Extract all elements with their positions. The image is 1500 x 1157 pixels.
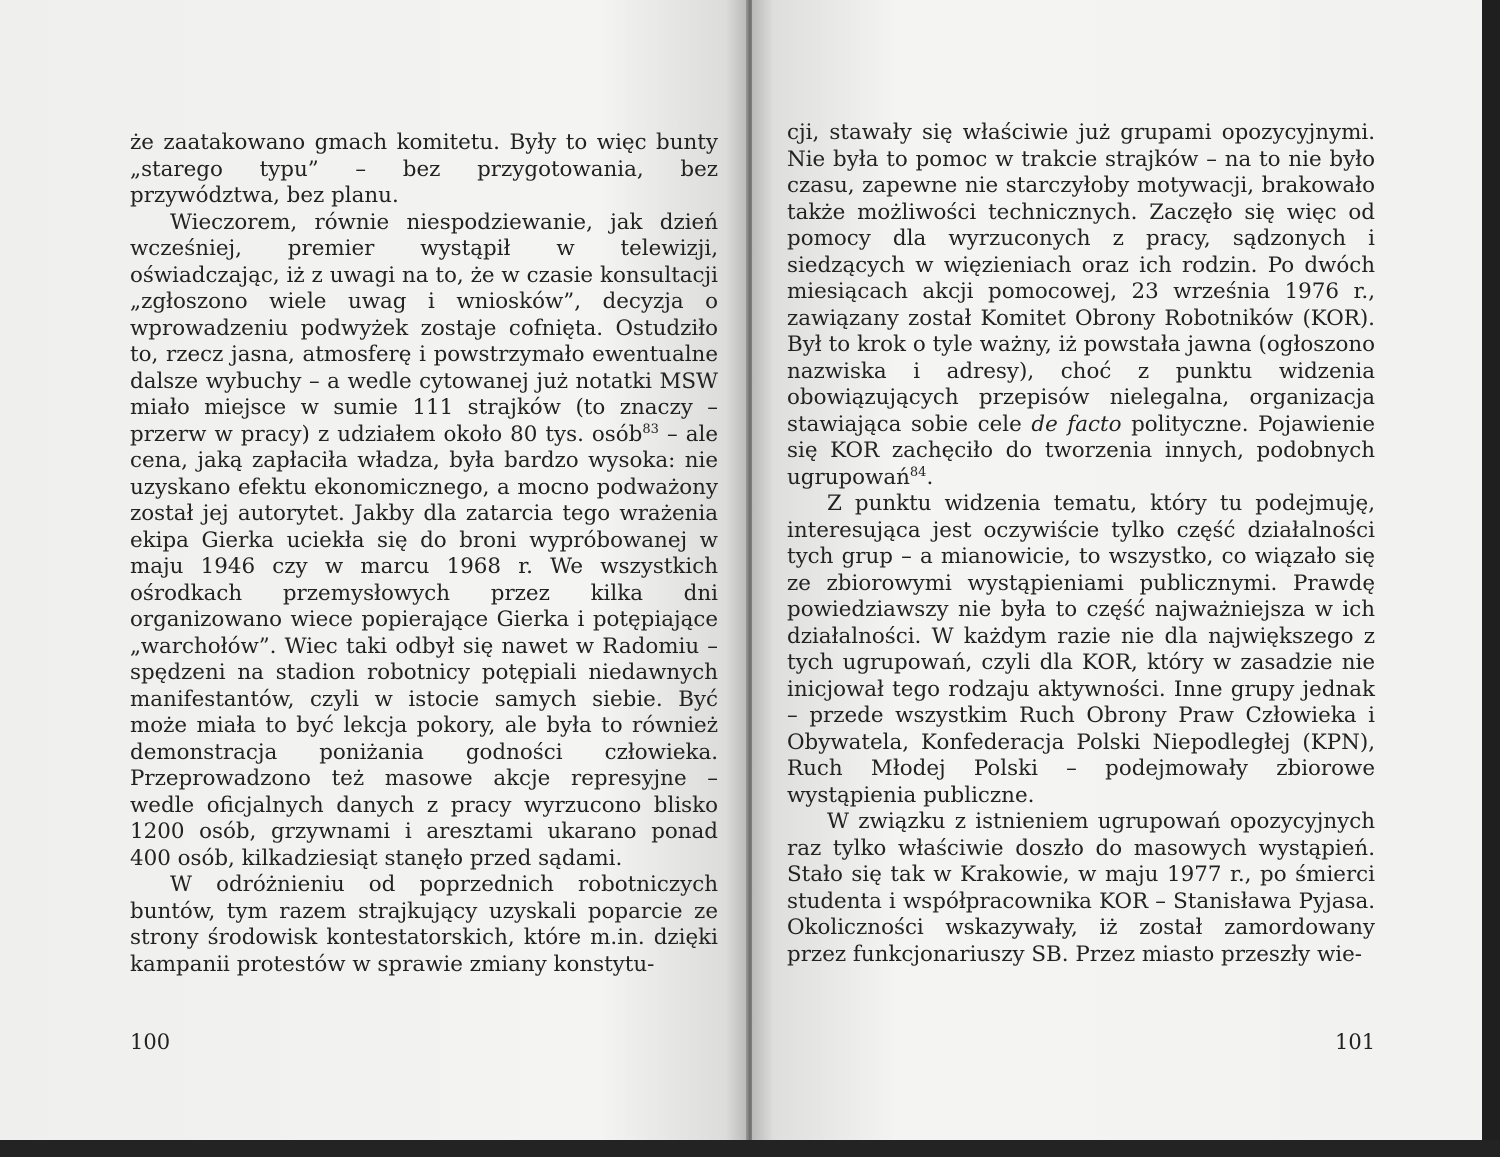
left-paragraph-2-text: Wieczorem, równie niespodziewanie, jak dzień wcześniej, premier wystąpił w telewizji, oświadczając, iż z uwagi na to, że w czasie konsultacji „zgłoszono wiele uwag i wniosków”, decyzja o wprowadzeniu podwyżek zostaje cofnięta. Ostudziło to, rzecz jasna, atmosferę i powstrzymało ewentualne dalsze wybuchy – a wedle cytowanej już notatki MSW miało miejsce w sumie 111 strajków (to znaczy – przerw w pracy) z udziałem około 80 tys. osób [130, 209, 718, 447]
italic-de-facto: de facto [1031, 411, 1122, 437]
footnote-ref-83: 83 [642, 421, 659, 437]
right-page [752, 0, 1482, 1140]
left-paragraph-3: W odróżnieniu od poprzednich robotniczych buntów, tym razem strajkujący uzyskali poparcie ze strony środowisk kontestatorskich, które m.in. dzięki kampanii protestów w sprawie zmiany konstytu- [130, 872, 718, 977]
right-paragraph-1 [787, 120, 1375, 491]
left-page-number: 100 [130, 1030, 171, 1054]
left-page [0, 0, 748, 1140]
footnote-ref-84: 84 [909, 464, 927, 480]
right-page-text [787, 120, 1375, 968]
right-paragraph-2: Z punktu widzenia tematu, który tu podejmuję, interesująca jest oczywiście tylko część działalności tych grup – a mianowicie, to wszystko, co wiązało się ze zbiorowymi wystąpieniami publicznymi. Prawdę powiedziawszy nie była to część najważniejsza w ich działalności. W każdym razie nie dla największego z tych ugrupowań, czyli dla KOR, który w zasadzie nie inicjował tego rodzaju aktywności. Inne grupy jednak – przede wszystkim Ruch Obrony Praw Człowieka i Obywatela, Konfederacja Polski Niepodległej (KPN), Ruch Młodej Polski – podejmowały zbiorowe wystąpienia publiczne. [787, 491, 1375, 808]
right-paragraph-1-part1: cji, stawały się właściwie już grupami opozycyjnymi. Nie była to pomoc w trakcie strajków – na to nie było czasu, zapewne nie starczyłoby motywacji, brakowało także możliwości technicznych. Zaczęło się więc od pomocy dla wyrzuconych z pracy, sądzonych i siedzących w więzieniach oraz ich rodzin. Po dwóch miesiącach akcji pomocowej, 23 września 1976 r., zawiązany został Komitet Obrony Robotników (KOR). Był to krok o tyle ważny, iż powstała jawna (ogłoszono nazwiska i adresy), choć z punktu widzenia obowiązujących przepisów nielegalna, organizacja stawiająca sobie cele [787, 120, 1375, 437]
left-paragraph-2-cont: – ale cena, jaką zapłaciła władza, była bardzo wysoka: nie uzyskano efektu ekonomicznego, a mocno podważony został jej autorytet. Jakby dla zatarcia tego wrażenia ekipa Gierka uciekła się do broni wypróbowanej w maju 1946 czy w marcu 1968 r. We wszystkich ośrodkach przemysłowych przez kilka dni organizowano wiece popierające Gierka i potępiające „warchołów”. Wiec taki odbył się nawet w Radomiu – spędzeni na stadion robotnicy potępiali niedawnych manifestantów, czyli w istocie samych siebie. Być może miała to być lekcja pokory, ale była to również demonstracja poniżania godności człowieka. Przeprowadzono też masowe akcje represyjne – wedle oficjalnych danych z pracy wyrzucono blisko 1200 osób, grzywnami i aresztami ukarano ponad 400 osób, kilkadziesiąt stanęło przed sądami. [130, 421, 718, 871]
left-paragraph-2 [130, 210, 718, 873]
scan-right-edge [1482, 0, 1500, 1157]
scan-bottom-edge [0, 1140, 1500, 1157]
right-paragraph-1-part2: polityczne. Pojawienie się KOR zachęciło do tworzenia innych, podobnych ugrupowań [787, 411, 1375, 490]
right-paragraph-1-end: . [926, 464, 934, 490]
left-page-text [130, 130, 718, 978]
right-paragraph-3: W związku z istnieniem ugrupowań opozycyjnych raz tylko właściwie doszło do masowych wystąpień. Stało się tak w Krakowie, w maju 1977 r., po śmierci studenta i współpracownika KOR – Stanisława Pyjasa. Okoliczności wskazywały, iż został zamordowany przez funkcjonariuszy SB. Przez miasto przeszły wie- [787, 809, 1375, 967]
right-page-number: 101 [1335, 1030, 1376, 1054]
left-paragraph-1: że zaatakowano gmach komitetu. Były to więc bunty „starego typu” – bez przygotowania, bez przywództwa, bez planu. [130, 130, 718, 208]
